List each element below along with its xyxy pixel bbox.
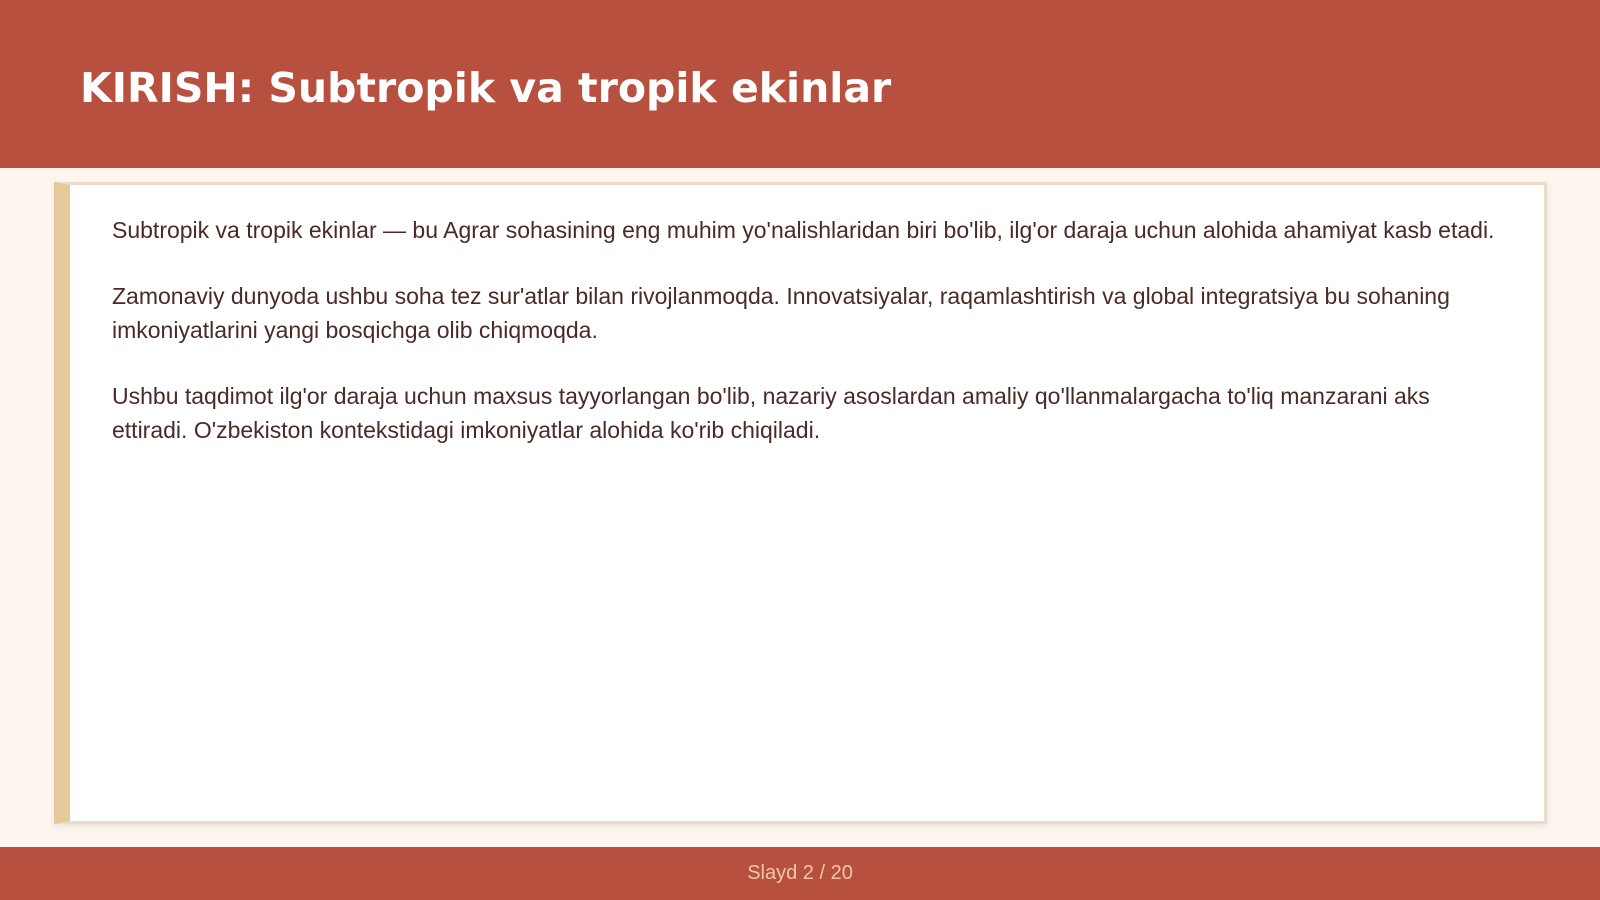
slide-title: KIRISH: Subtropik va tropik ekinlar [80, 64, 892, 112]
slide-number: Slayd 2 / 20 [747, 862, 853, 884]
paragraph-presentation-scope: Ushbu taqdimot ilg'or daraja uchun maxsus tayyorlangan bo'lib, nazariy asoslardan amaliy qo'llanmalargacha to'liq manzarani aks ettiradi. O'zbekiston kontekstidagi imkoniyatlar alohida ko'rib chiqiladi. [112, 383, 1430, 443]
footer-bar [0, 847, 1600, 900]
paragraph-intro: Subtropik va tropik ekinlar — bu Agrar sohasining eng muhim yo'nalishlaridan biri bo'lib, ilg'or daraja uchun alohida ahamiyat kasb etadi. [112, 217, 1495, 243]
header-bar [0, 0, 1600, 168]
content-body [112, 213, 1502, 479]
paragraph-modern-world: Zamonaviy dunyoda ushbu soha tez sur'atlar bilan rivojlanmoqda. Innovatsiyalar, raqamlashtirish va global integratsiya bu sohaning imkoniyatlarini yangi bosqichga olib chiqmoqda. [112, 283, 1450, 343]
